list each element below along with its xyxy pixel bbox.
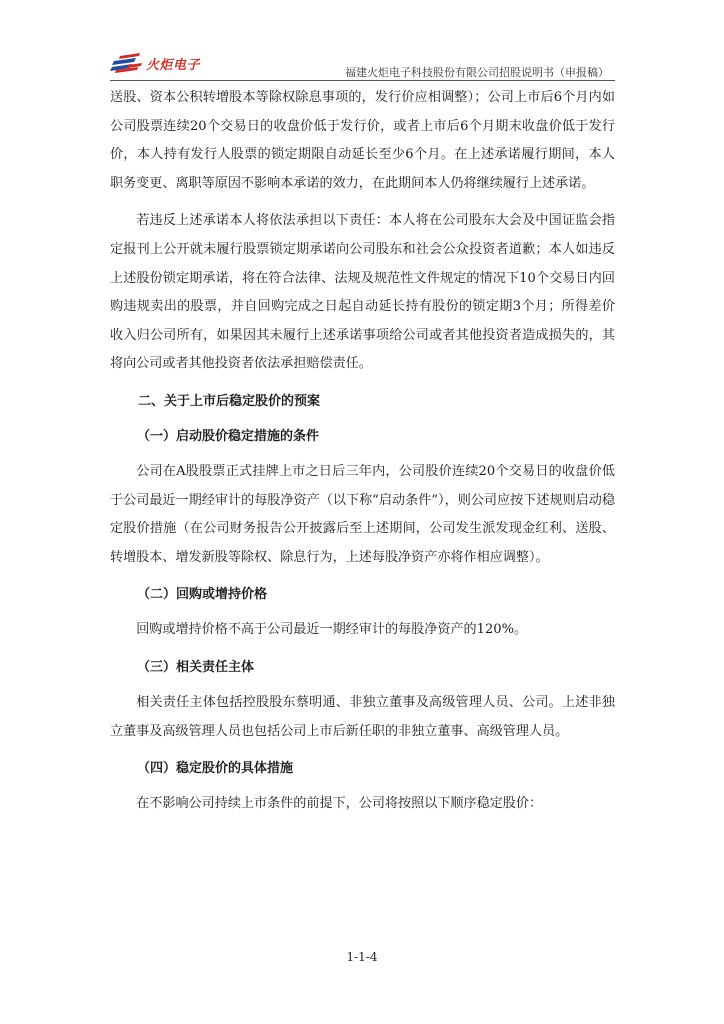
logo-text: 火炬电子	[146, 57, 201, 73]
page-body	[110, 84, 615, 828]
page-number: 1-1-4	[346, 950, 378, 964]
paragraph-repurchase-price: 回购或增持价格不高于公司最近一期经审计的每股净资产的120%。	[136, 622, 528, 638]
header-divider	[110, 80, 615, 81]
paragraph-trigger-conditions: 公司在A股股票正式挂牌上市之日后三年内，公司股价连续20个交易日的收盘价低于公司最近一期经审计的每股净资产（以下称“启动条件”），则公司应按下述规则启动稳定股价措施（在公司财务报告公开披露后至上述期间，公司发生派发现金红利、送股、转增股本、增发新股等除权、除息行为，上述每股净资产亦将作相应调整）。	[110, 463, 615, 565]
subheading-responsible-parties: （三）相关责任主体	[137, 659, 255, 675]
paragraph-responsible-parties: 相关责任主体包括控股股东蔡明通、非独立董事及高级管理人员、公司。上述非独立董事及高级管理人员也包括公司上市后新任职的非独立董事、高级管理人员。	[110, 694, 615, 739]
document-header-title: 福建火炬电子科技股份有限公司招股说明书（申报稿）	[345, 66, 609, 79]
company-logo	[110, 50, 200, 76]
paragraph-specific-measures: 在不影响公司持续上市条件的前提下，公司将按照以下顺序稳定股价：	[136, 796, 543, 812]
subheading-repurchase-price: （二）回购或增持价格	[137, 587, 268, 603]
subheading-trigger-conditions: （一）启动股价稳定措施的条件	[137, 428, 320, 444]
torch-logo-icon	[110, 52, 144, 74]
page-header	[110, 44, 615, 82]
paragraph-violation-liability: 若违反上述承诺本人将依法承担以下责任：本人将在公司股东大会及中国证监会指定报刊上公开就未履行股票锁定期承诺向公司股东和社会公众投资者道歉；本人如违反上述股份锁定期承诺，将在符合法律、法规及规范性文件规定的情况下10个交易日内回购违规卖出的股票，并自回购完成之日起自动延长持有股份的锁定期3个月；所得差价收入归公司所有，如果因其未履行上述承诺事项给公司或者其他投资者造成损失的，其将向公司或者其他投资者依法承担赔偿责任。	[110, 213, 615, 372]
paragraph-lockup-commitment: 送股、资本公积转增股本等除权除息事项的，发行价应相调整）；公司上市后6个月内如公司股票连续20个交易日的收盘价低于发行价，或者上市后6个月期末收盘价低于发行价，本人持有发行人股票的锁定期限自动延长至少6个月。在上述承诺履行期间，本人职务变更、离职等原因不影响本承诺的效力，在此期间本人仍将继续履行上述承诺。	[110, 90, 615, 191]
subheading-specific-measures: （四）稳定股价的具体措施	[137, 761, 294, 777]
section-heading-stabilization-plan: 二、关于上市后稳定股价的预案	[138, 393, 321, 409]
